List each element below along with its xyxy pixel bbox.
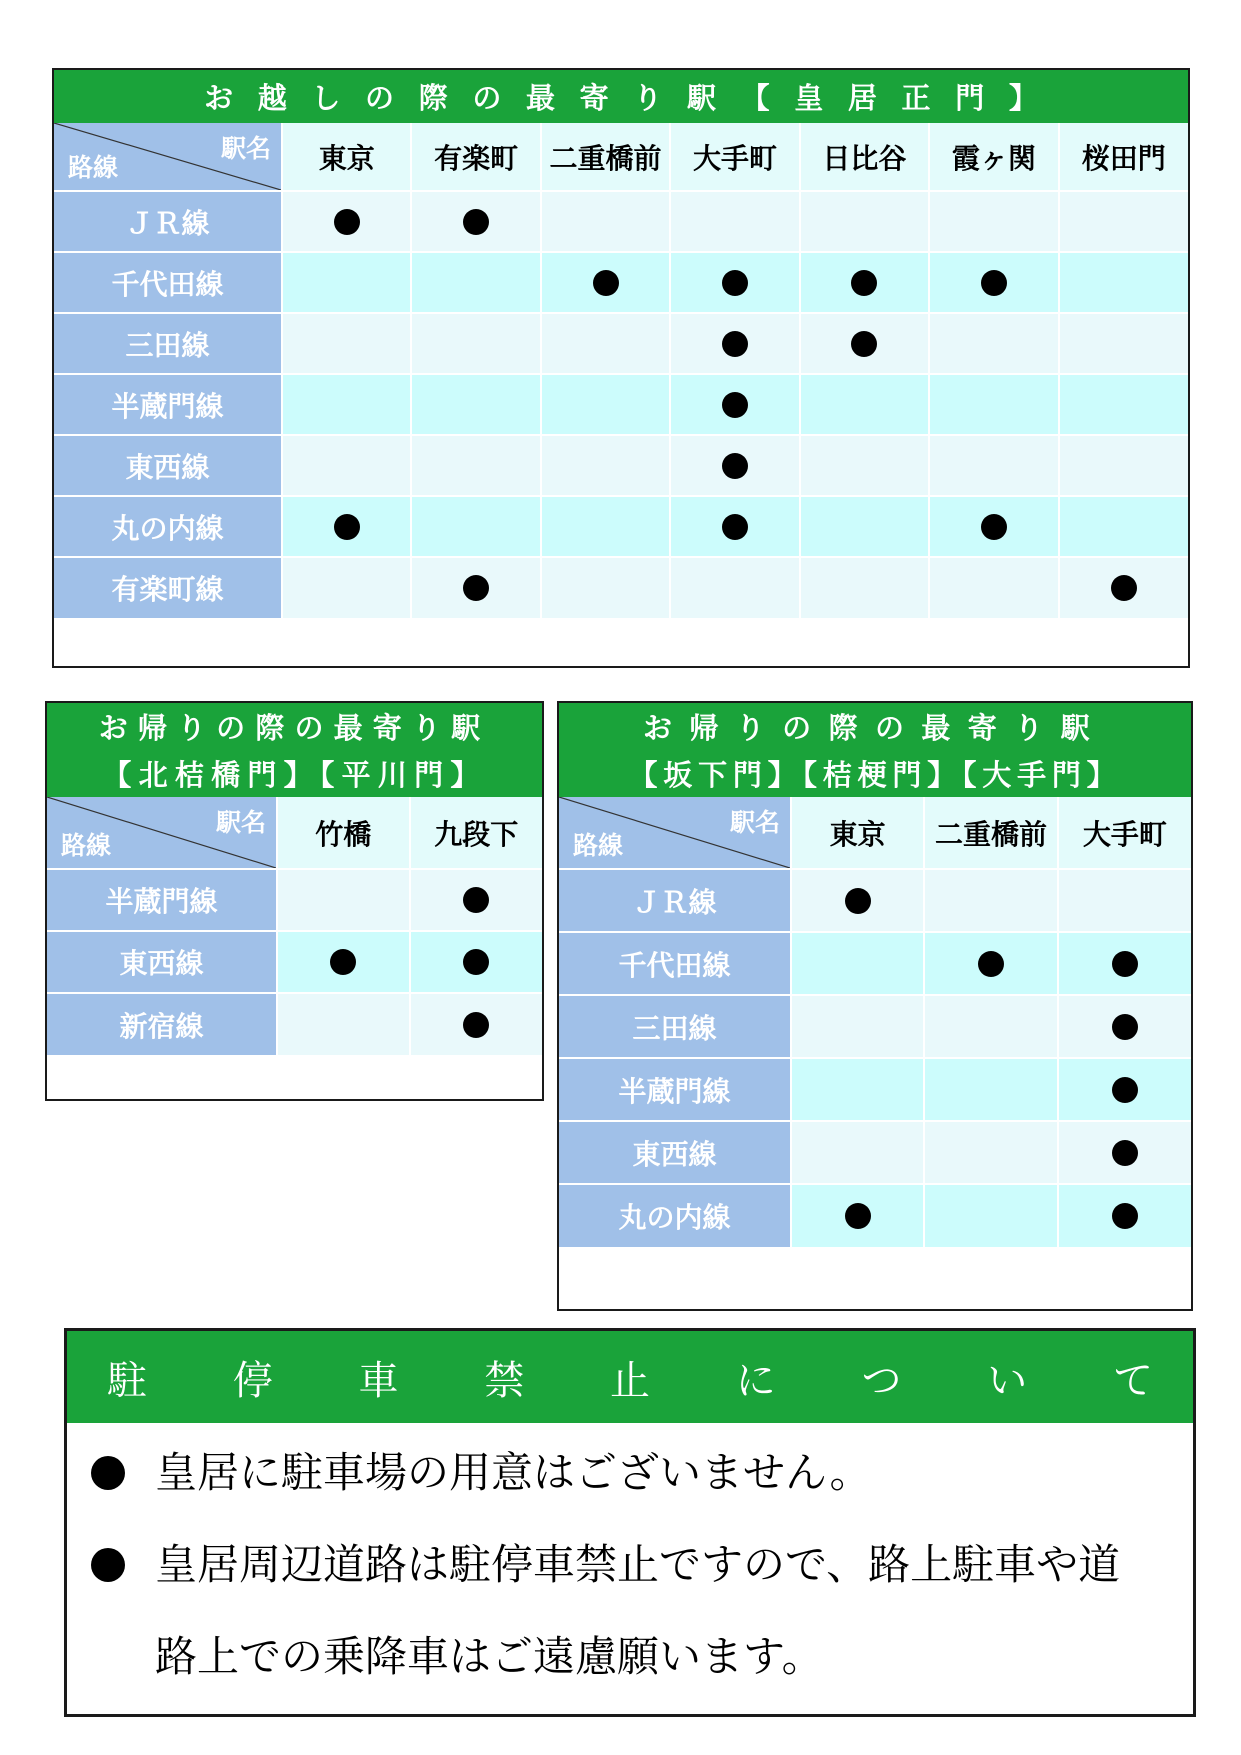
- notice-item: [67, 1427, 1193, 1519]
- availability-cell: [410, 869, 543, 931]
- line-name: 半蔵門線: [559, 1058, 791, 1121]
- station-header: 竹橋: [277, 797, 410, 869]
- availability-cell: [1058, 1121, 1191, 1184]
- availability-cell: [541, 191, 670, 252]
- available-dot-icon: [1111, 575, 1137, 601]
- availability-cell: [791, 1184, 924, 1247]
- available-dot-icon: [593, 270, 619, 296]
- availability-cell: [1059, 252, 1188, 313]
- availability-cell: [929, 252, 1058, 313]
- availability-cell: [924, 1058, 1057, 1121]
- table-row: [54, 557, 1188, 618]
- available-dot-icon: [981, 270, 1007, 296]
- notice-title-char: 駐: [107, 1357, 147, 1404]
- availability-cell: [282, 191, 411, 252]
- return-left-title-1: お帰りの際の最寄り駅: [47, 703, 542, 750]
- bullet-icon: [91, 1456, 125, 1490]
- parking-notice-list: [67, 1423, 1193, 1703]
- station-header: 日比谷: [800, 123, 929, 191]
- available-dot-icon: [722, 392, 748, 418]
- availability-cell: [541, 374, 670, 435]
- availability-cell: [924, 1184, 1057, 1247]
- notice-title-char: 停: [232, 1357, 273, 1404]
- available-dot-icon: [851, 270, 877, 296]
- availability-cell: [924, 869, 1057, 932]
- line-name: 三田線: [54, 313, 282, 374]
- table-row: [559, 932, 1191, 995]
- return-left-title-2: 【北桔橋門】【平川門】: [47, 750, 542, 797]
- station-header: 二重橋前: [541, 123, 670, 191]
- table-row: [54, 374, 1188, 435]
- station-header: 桜田門: [1059, 123, 1188, 191]
- available-dot-icon: [1112, 1203, 1138, 1229]
- availability-cell: [541, 313, 670, 374]
- availability-cell: [670, 435, 799, 496]
- return-table-right: [557, 701, 1193, 1311]
- available-dot-icon: [1112, 1140, 1138, 1166]
- line-name: 三田線: [559, 995, 791, 1058]
- availability-cell: [541, 435, 670, 496]
- notice-item-text: 皇居周辺道路は駐停車禁止ですので、路上駐車や道路上での乗降車はご遠慮願います。: [155, 1540, 1121, 1681]
- table-row: [559, 1184, 1191, 1247]
- table-row: [559, 869, 1191, 932]
- visit-table-title: お越しの際の最寄り駅【皇居正門】: [54, 70, 1188, 123]
- notice-item: [67, 1519, 1193, 1703]
- availability-cell: [410, 993, 543, 1055]
- table-row: [47, 931, 542, 993]
- table-row: [54, 435, 1188, 496]
- table-row: [559, 995, 1191, 1058]
- availability-cell: [410, 931, 543, 993]
- availability-cell: [929, 557, 1058, 618]
- station-header: 大手町: [1058, 797, 1191, 869]
- available-dot-icon: [1112, 1077, 1138, 1103]
- return-table-left: [45, 701, 544, 1101]
- availability-cell: [541, 557, 670, 618]
- availability-cell: [791, 1121, 924, 1184]
- availability-cell: [411, 191, 540, 252]
- availability-cell: [1058, 932, 1191, 995]
- availability-cell: [411, 374, 540, 435]
- available-dot-icon: [978, 951, 1004, 977]
- station-header: 東京: [791, 797, 924, 869]
- line-name: ＪＲ線: [559, 869, 791, 932]
- bullet-icon: [91, 1548, 125, 1582]
- availability-cell: [282, 557, 411, 618]
- line-name: ＪＲ線: [54, 191, 282, 252]
- line-name: 半蔵門線: [47, 869, 277, 931]
- station-header: 九段下: [410, 797, 543, 869]
- availability-cell: [800, 252, 929, 313]
- availability-cell: [411, 557, 540, 618]
- availability-cell: [929, 191, 1058, 252]
- return-right-title-2: 【坂下門】【桔梗門】【大手門】: [559, 750, 1191, 797]
- available-dot-icon: [722, 514, 748, 540]
- availability-cell: [1059, 191, 1188, 252]
- available-dot-icon: [463, 887, 489, 913]
- availability-cell: [929, 374, 1058, 435]
- availability-cell: [411, 252, 540, 313]
- corner-station-label: 駅名: [220, 134, 271, 163]
- station-header: 大手町: [670, 123, 799, 191]
- availability-cell: [541, 496, 670, 557]
- available-dot-icon: [463, 209, 489, 235]
- station-header: 有楽町: [411, 123, 540, 191]
- availability-cell: [800, 435, 929, 496]
- visit-grid: [54, 70, 1188, 618]
- available-dot-icon: [851, 331, 877, 357]
- available-dot-icon: [334, 514, 360, 540]
- availability-cell: [1059, 435, 1188, 496]
- availability-cell: [277, 931, 410, 993]
- corner-station-label: 駅名: [729, 808, 780, 837]
- availability-cell: [924, 995, 1057, 1058]
- availability-cell: [670, 191, 799, 252]
- table-row: [54, 252, 1188, 313]
- line-name: 新宿線: [47, 993, 277, 1055]
- availability-cell: [670, 313, 799, 374]
- notice-title-char: 車: [358, 1357, 399, 1404]
- availability-cell: [670, 496, 799, 557]
- table-row: [54, 313, 1188, 374]
- availability-cell: [800, 374, 929, 435]
- line-name: 千代田線: [559, 932, 791, 995]
- availability-cell: [282, 435, 411, 496]
- availability-cell: [800, 313, 929, 374]
- notice-title-char: つ: [861, 1357, 902, 1404]
- available-dot-icon: [334, 209, 360, 235]
- corner-line-label: 路線: [68, 153, 119, 182]
- available-dot-icon: [330, 949, 356, 975]
- available-dot-icon: [463, 575, 489, 601]
- availability-cell: [282, 496, 411, 557]
- available-dot-icon: [463, 1012, 489, 1038]
- availability-cell: [929, 435, 1058, 496]
- station-header: 霞ヶ関: [929, 123, 1058, 191]
- availability-cell: [791, 932, 924, 995]
- notice-title-char: 禁: [484, 1357, 525, 1404]
- parking-notice: [64, 1328, 1196, 1717]
- availability-cell: [1058, 1058, 1191, 1121]
- availability-cell: [800, 191, 929, 252]
- table-row: [559, 1058, 1191, 1121]
- corner-cell: [559, 797, 791, 869]
- availability-cell: [1058, 995, 1191, 1058]
- available-dot-icon: [981, 514, 1007, 540]
- corner-line-label: 路線: [573, 831, 624, 860]
- line-name: 千代田線: [54, 252, 282, 313]
- table-row: [47, 869, 542, 931]
- station-header: 二重橋前: [924, 797, 1057, 869]
- availability-cell: [277, 869, 410, 931]
- available-dot-icon: [845, 888, 871, 914]
- table-row: [54, 496, 1188, 557]
- availability-cell: [791, 1058, 924, 1121]
- notice-item-text: 皇居に駐車場の用意はございません。: [155, 1448, 872, 1497]
- visit-station-table: [52, 68, 1190, 668]
- availability-cell: [541, 252, 670, 313]
- availability-cell: [277, 993, 410, 1055]
- table-row: [559, 1121, 1191, 1184]
- availability-cell: [929, 496, 1058, 557]
- corner-cell: [54, 123, 282, 191]
- available-dot-icon: [1112, 1014, 1138, 1040]
- available-dot-icon: [722, 453, 748, 479]
- availability-cell: [1058, 869, 1191, 932]
- line-name: 丸の内線: [54, 496, 282, 557]
- availability-cell: [791, 869, 924, 932]
- available-dot-icon: [722, 270, 748, 296]
- table-row: [47, 993, 542, 1055]
- line-name: 東西線: [47, 931, 277, 993]
- notice-title-char: い: [987, 1357, 1028, 1404]
- available-dot-icon: [1112, 951, 1138, 977]
- table-row: [54, 191, 1188, 252]
- return-left-grid: [47, 703, 542, 1055]
- availability-cell: [924, 932, 1057, 995]
- available-dot-icon: [722, 331, 748, 357]
- availability-cell: [411, 435, 540, 496]
- availability-cell: [1059, 496, 1188, 557]
- line-name: 丸の内線: [559, 1184, 791, 1247]
- availability-cell: [282, 374, 411, 435]
- notice-title-char: に: [735, 1357, 776, 1404]
- availability-cell: [1059, 313, 1188, 374]
- line-name: 半蔵門線: [54, 374, 282, 435]
- availability-cell: [411, 313, 540, 374]
- availability-cell: [791, 995, 924, 1058]
- availability-cell: [924, 1121, 1057, 1184]
- corner-station-label: 駅名: [215, 808, 266, 837]
- return-right-grid: [559, 703, 1191, 1247]
- availability-cell: [670, 557, 799, 618]
- parking-notice-title: [67, 1331, 1193, 1423]
- availability-cell: [1059, 557, 1188, 618]
- return-right-title-1: お帰りの際の最寄り駅: [559, 703, 1191, 750]
- available-dot-icon: [845, 1203, 871, 1229]
- line-name: 東西線: [54, 435, 282, 496]
- availability-cell: [1058, 1184, 1191, 1247]
- station-header: 東京: [282, 123, 411, 191]
- availability-cell: [929, 313, 1058, 374]
- line-name: 東西線: [559, 1121, 791, 1184]
- availability-cell: [800, 496, 929, 557]
- availability-cell: [800, 557, 929, 618]
- availability-cell: [282, 252, 411, 313]
- availability-cell: [411, 496, 540, 557]
- notice-title-char: 止: [610, 1357, 650, 1404]
- availability-cell: [1059, 374, 1188, 435]
- notice-title-char: て: [1113, 1357, 1153, 1404]
- availability-cell: [282, 313, 411, 374]
- line-name: 有楽町線: [54, 557, 282, 618]
- available-dot-icon: [463, 949, 489, 975]
- corner-line-label: 路線: [61, 831, 112, 860]
- availability-cell: [670, 252, 799, 313]
- corner-cell: [47, 797, 277, 869]
- availability-cell: [670, 374, 799, 435]
